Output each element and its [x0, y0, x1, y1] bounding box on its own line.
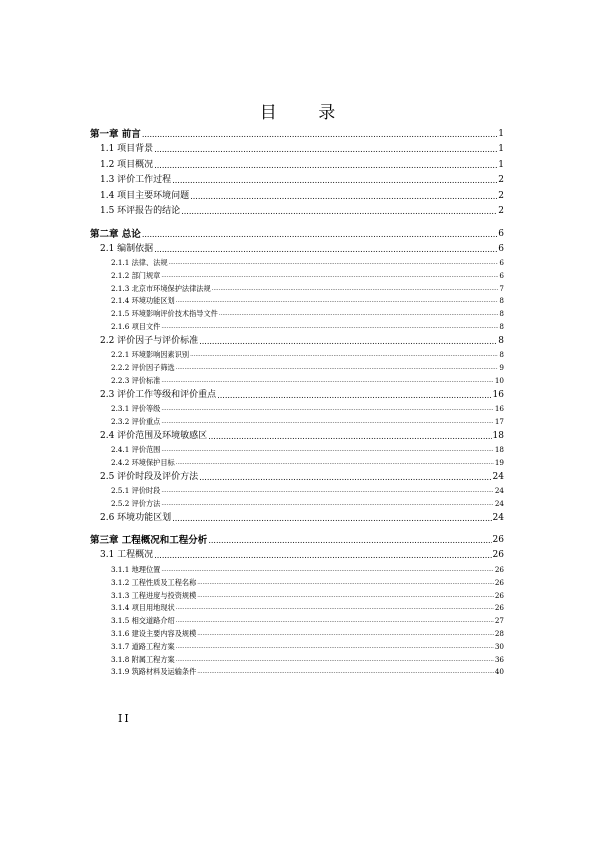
- toc-entry-label: 2.5.1 评价时段: [111, 486, 161, 496]
- toc-entry-page: 24: [492, 512, 504, 523]
- toc-entry-label: 3.1.8 附属工程方案: [111, 654, 175, 664]
- toc-chapter-entry[interactable]: [90, 227, 504, 242]
- toc-subsection-entry[interactable]: [90, 308, 504, 321]
- toc-chapter-entry[interactable]: [90, 533, 504, 548]
- toc-entry-page: 10: [494, 375, 504, 385]
- toc-dot-leader: [197, 590, 494, 603]
- toc-dot-leader: [199, 470, 491, 486]
- toc-dot-leader: [161, 375, 494, 388]
- toc-entry-label: 第二章 总论: [90, 228, 141, 240]
- toc-section-entry[interactable]: [90, 189, 504, 205]
- toc-entry-page: 24: [492, 471, 504, 482]
- table-of-contents: [90, 127, 504, 679]
- toc-entry-label: 2.1 编制依据: [100, 243, 154, 254]
- toc-dot-leader: [161, 444, 494, 457]
- toc-entry-label: 2.1.5 环境影响评价技术指导文件: [111, 309, 218, 319]
- toc-section-entry[interactable]: [90, 142, 504, 158]
- toc-entry-label: 2.3.2 评价重点: [111, 416, 161, 426]
- toc-dot-leader: [190, 349, 498, 362]
- toc-entry-page: 9: [499, 363, 504, 373]
- toc-entry-label: 2.1.4 环境功能区划: [111, 296, 175, 306]
- toc-entry-label: 3.1.7 道路工程方案: [111, 641, 175, 651]
- toc-entry-page: 26: [494, 590, 504, 600]
- toc-entry-page: 8: [499, 309, 504, 319]
- toc-dot-leader: [197, 577, 494, 590]
- toc-dot-leader: [154, 142, 497, 158]
- toc-subsection-entry[interactable]: [90, 654, 504, 667]
- toc-entry-label: 2.5.2 评价方法: [111, 499, 161, 509]
- toc-subsection-entry[interactable]: [90, 295, 504, 308]
- toc-entry-label: 2.3.1 评价等级: [111, 404, 161, 414]
- toc-entry-page: 18: [492, 430, 504, 441]
- toc-entry-page: 8: [499, 296, 504, 306]
- toc-subsection-entry[interactable]: [90, 666, 504, 679]
- toc-entry-page: 17: [494, 416, 504, 426]
- toc-entry-page: 24: [494, 486, 504, 496]
- toc-entry-label: 2.1.1 法律、法规: [111, 258, 168, 267]
- toc-subsection-entry[interactable]: [90, 416, 504, 429]
- toc-subsection-entry[interactable]: [90, 362, 504, 375]
- toc-entry-label: 1.4 项目主要环境问题: [100, 190, 190, 201]
- toc-section-entry[interactable]: [90, 173, 504, 189]
- toc-entry-label: 2.6 环境功能区划: [100, 512, 172, 523]
- toc-dot-leader: [161, 270, 498, 283]
- toc-entry-label: 3.1 工程概况: [100, 550, 154, 561]
- toc-entry-page: 8: [499, 350, 504, 360]
- toc-entry-label: 第一章 前言: [90, 129, 141, 140]
- toc-dot-leader: [142, 127, 497, 142]
- toc-entry-page: 2: [498, 190, 504, 201]
- toc-section-entry[interactable]: [90, 548, 504, 564]
- toc-subsection-entry[interactable]: [90, 498, 504, 511]
- toc-subsection-entry[interactable]: [90, 590, 504, 603]
- toc-entry-page: 26: [492, 535, 504, 546]
- toc-subsection-entry[interactable]: [90, 615, 504, 628]
- toc-entry-page: 26: [494, 603, 504, 613]
- toc-entry-label: 3.1.4 项目用地现状: [111, 603, 175, 613]
- toc-subsection-entry[interactable]: [90, 375, 504, 388]
- toc-section-entry[interactable]: [90, 388, 504, 404]
- toc-subsection-entry[interactable]: [90, 577, 504, 590]
- toc-entry-label: 2.4 评价范围及环境敏感区: [100, 430, 208, 441]
- toc-dot-leader: [199, 334, 497, 350]
- page-title: 目 录: [259, 103, 354, 123]
- toc-entry-label: 2.4.1 评价范围: [111, 445, 161, 455]
- toc-entry-label: 2.1.2 部门规章: [111, 270, 161, 280]
- toc-dot-leader: [169, 257, 499, 270]
- toc-dot-leader: [197, 666, 494, 679]
- toc-dot-leader: [161, 564, 494, 577]
- toc-entry-label: 第三章 工程概况和工程分析: [90, 535, 208, 547]
- toc-subsection-entry[interactable]: [90, 321, 504, 334]
- toc-dot-leader: [161, 485, 494, 498]
- toc-dot-leader: [172, 173, 497, 189]
- toc-entry-page: 40: [494, 667, 504, 677]
- toc-entry-label: 3.1.5 相交道路介绍: [111, 616, 175, 626]
- toc-dot-leader: [176, 295, 499, 308]
- toc-entry-page: 36: [494, 654, 504, 664]
- toc-subsection-entry[interactable]: [90, 457, 504, 470]
- toc-subsection-entry[interactable]: [90, 349, 504, 362]
- toc-entry-label: 2.4.2 环境保护目标: [111, 458, 175, 468]
- toc-subsection-entry[interactable]: [90, 628, 504, 641]
- toc-subsection-entry[interactable]: [90, 641, 504, 654]
- toc-dot-leader: [161, 416, 494, 429]
- toc-section-entry[interactable]: [90, 204, 504, 220]
- toc-dot-leader: [197, 628, 494, 641]
- toc-section-entry[interactable]: [90, 429, 504, 445]
- toc-entry-label: 3.1.9 筑路材料及运输条件: [111, 667, 197, 677]
- toc-subsection-entry[interactable]: [90, 602, 504, 615]
- toc-dot-leader: [176, 602, 494, 615]
- toc-entry-page: 6: [498, 228, 504, 239]
- toc-entry-page: 2: [498, 206, 504, 216]
- toc-entry-label: 3.1.6 建设主要内容及规模: [111, 628, 197, 638]
- toc-entry-label: 2.2.1 环境影响因素识别: [111, 350, 190, 360]
- toc-dot-leader: [181, 204, 497, 220]
- toc-entry-page: 1: [498, 159, 504, 170]
- toc-entry-label: 1.5 环评报告的结论: [100, 206, 181, 216]
- toc-dot-leader: [208, 533, 491, 548]
- toc-entry-page: 6: [499, 258, 504, 267]
- toc-dot-leader: [161, 321, 498, 334]
- toc-dot-leader: [208, 429, 491, 445]
- toc-entry-page: 1: [498, 129, 504, 139]
- toc-entry-page: 26: [494, 577, 504, 587]
- toc-entry-label: 2.2 评价因子与评价标准: [100, 335, 199, 346]
- toc-entry-label: 2.5 评价时段及评价方法: [100, 471, 199, 482]
- toc-entry-page: 1: [498, 144, 504, 154]
- toc-dot-leader: [154, 548, 491, 564]
- toc-entry-page: 27: [494, 616, 504, 626]
- toc-dot-leader: [176, 362, 499, 375]
- toc-section-entry[interactable]: [90, 511, 504, 527]
- toc-entry-page: 16: [492, 389, 504, 400]
- toc-entry-page: 30: [494, 641, 504, 651]
- toc-dot-leader: [172, 511, 491, 527]
- toc-subsection-entry[interactable]: [90, 270, 504, 283]
- toc-subsection-entry[interactable]: [90, 403, 504, 416]
- toc-dot-leader: [219, 308, 499, 321]
- toc-subsection-entry[interactable]: [90, 283, 504, 296]
- toc-entry-page: 16: [494, 404, 504, 414]
- toc-entry-label: 1.3 评价工作过程: [100, 175, 172, 185]
- toc-entry-label: 3.1.1 地理位置: [111, 564, 161, 574]
- toc-entry-label: 3.1.3 工程进度与投资规模: [111, 590, 197, 600]
- toc-section-entry[interactable]: [90, 334, 504, 350]
- toc-entry-label: 2.3 评价工作等级和评价重点: [100, 389, 217, 400]
- toc-entry-page: 28: [494, 628, 504, 638]
- toc-entry-page: 18: [494, 445, 504, 455]
- toc-dot-leader: [142, 227, 497, 242]
- toc-entry-page: 26: [492, 550, 504, 561]
- toc-dot-leader: [176, 641, 494, 654]
- toc-subsection-entry[interactable]: [90, 257, 504, 270]
- toc-entry-page: 7: [499, 283, 504, 293]
- toc-entry-label: 2.1.6 项目文件: [111, 321, 161, 331]
- toc-dot-leader: [176, 654, 494, 667]
- toc-entry-label: 2.1.3 北京市环境保护法律法规: [111, 283, 211, 293]
- toc-chapter-entry[interactable]: [90, 127, 504, 142]
- toc-entry-label: 2.2.2 评价因子筛选: [111, 363, 175, 373]
- toc-section-entry[interactable]: [90, 158, 504, 174]
- toc-entry-label: 1.2 项目概况: [100, 159, 154, 170]
- toc-dot-leader: [190, 189, 497, 205]
- toc-entry-page: 8: [499, 321, 504, 331]
- toc-dot-leader: [176, 615, 494, 628]
- toc-dot-leader: [217, 388, 491, 404]
- toc-dot-leader: [176, 457, 494, 470]
- toc-subsection-entry[interactable]: [90, 444, 504, 457]
- toc-entry-page: 19: [494, 458, 504, 468]
- toc-dot-leader: [154, 242, 497, 258]
- toc-entry-page: 6: [499, 270, 504, 280]
- toc-subsection-entry[interactable]: [90, 564, 504, 577]
- toc-dot-leader: [154, 158, 497, 174]
- toc-dot-leader: [161, 498, 494, 511]
- page-number-footer: II: [118, 712, 131, 725]
- toc-section-entry[interactable]: [90, 470, 504, 486]
- toc-entry-label: 1.1 项目背景: [100, 144, 154, 154]
- toc-dot-leader: [212, 283, 499, 296]
- toc-entry-page: 2: [498, 175, 504, 185]
- toc-entry-page: 24: [494, 499, 504, 509]
- toc-dot-leader: [161, 403, 494, 416]
- toc-subsection-entry[interactable]: [90, 485, 504, 498]
- toc-entry-label: 3.1.2 工程性质及工程名称: [111, 577, 197, 587]
- toc-entry-label: 2.2.3 评价标准: [111, 375, 161, 385]
- toc-entry-page: 26: [494, 564, 504, 574]
- toc-entry-page: 8: [498, 335, 504, 346]
- toc-section-entry[interactable]: [90, 242, 504, 258]
- toc-entry-page: 6: [498, 243, 504, 254]
